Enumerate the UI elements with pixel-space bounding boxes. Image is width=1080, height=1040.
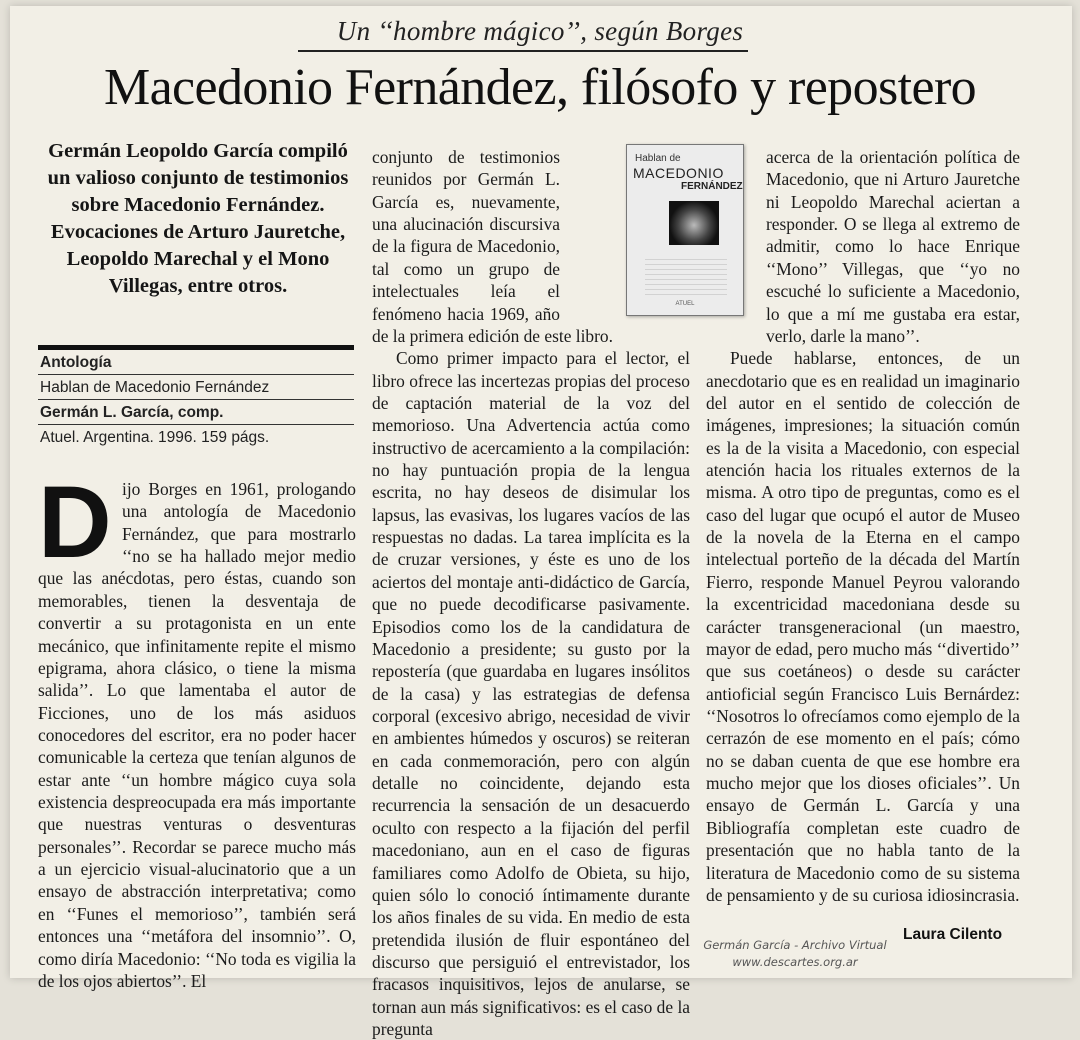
- column-2-paragraph-2: Como primer impacto para el lector, el libro ofrece las incertezas propias del proceso de captación material de la voz del memorioso. Una Advertencia actúa como instructivo de acercamiento a la compilación: no hay puntuación propia de la lengua escrita, no hay deseos de disimular los lapsus, las evasivas, los lugares vacíos de las respuestas no dadas. La tarea implícita es la de cruzar versiones, y éste es uno de los aciertos del montaje anti-didáctico de García, que no puede decodificarse pasivamente. Episodios como los de la candidatura de Macedonio a presidente; su gusto por la repostería (que guardaba en lugares insólitos de la casa) y las estrategias de defensa corporal (excesivo abrigo, necesidad de vivir en ambientes húmedos y oscuros) se reiteran en cada conmemoración, pero con algún detalle no coincidente, dejando esta recurrencia la sensación de un desacuerdo oculto con respecto a la fijación del perfil macedoniano, aun en el caso de figuras familiares como Adolfo de Obieta, su hijo, quien sólo lo conoció íntimamente durante los años finales de su vida. En medio de esta pretendida ilusión de fluir espontáneo del discurso que persiguió el entrevistador, los fracasos inquisitivos, lejos de anularse, se tornan aun más significativos: es el caso de la pregunta: [372, 348, 690, 1040]
- info-title: Hablan de Macedonio Fernández: [38, 375, 354, 400]
- book-info-box: [38, 345, 354, 450]
- headline: Macedonio Fernández, filósofo y repostero: [103, 59, 977, 116]
- column-2-paragraph-1: conjunto de testimonios reunidos por Germán L. García es, nuevamente, una alucinación discursiva de la figura de Macedonio, tal como un grupo de intelectuales leía el fenómeno hacia 1969, año de la primera edición de este libro.: [372, 147, 613, 346]
- kicker-underline: [298, 50, 748, 52]
- column-3-paragraph-1: acerca de la orientación política de Macedonio, que ni Arturo Jauretche ni Leopoldo Marechal aciertan a responder. O se llega al extremo de admitir, como lo hace Enrique ‘‘Mono’’ Villegas, que ‘‘yo no escuché lo suficiente a Macedonio, lo que a mí me gustaba era estar, verlo, darle la mano’’.: [766, 147, 1020, 346]
- book-cover-image: [626, 144, 744, 316]
- column-1-paragraph: ijo Borges en 1961, prologando una antología de Macedonio Fernández, que para mostrarlo ‘‘no se ha hallado mejor medio que las anécdotas, pero éstas, cuando son memorables, tienen la desventaja de convertir a su protagonista en un ente mecánico, que infinitamente repite el mismo epigrama, ahora clásico, o tiene la misma salida’’. Lo que lamentaba el autor de Ficciones, uno de los más asiduos conocedores del escritor, era no poder hacer comunicable la certeza que tenían algunos de estar ante ‘‘un hombre mágico cuya sola existencia despreocupada era más importante que nuestras venturas o desventuras personales’’. Recordar se parece mucho más a un ejercicio visual-alucinatorio que a un ensayo de abstracción interpretativa; como en ‘‘Funes el memorioso’’, también será entonces una ‘‘metáfora del insomnio’’. O, como diría Macedonio: ‘‘No toda es vigilia la de los ojos abiertos’’. El: [38, 479, 356, 991]
- author-portrait: [669, 201, 719, 245]
- article-column-1: [38, 465, 356, 992]
- archive-watermark: [690, 937, 900, 972]
- info-publication: Atuel. Argentina. 1996. 159 págs.: [40, 429, 270, 446]
- book-cover-publisher: ATUEL: [675, 301, 695, 307]
- book-cover-line-3: FERNÁNDEZ: [681, 181, 743, 192]
- kicker: Un ‘‘hombre mágico’’, según Borges: [336, 16, 744, 46]
- cover-text-lines: [645, 255, 727, 295]
- book-cover-line-1: Hablan de: [635, 153, 681, 164]
- author-signature: Laura Cilento: [903, 926, 1003, 943]
- drop-cap: D: [38, 465, 112, 579]
- article-column-3: [706, 146, 1020, 906]
- watermark-line-2: www.descartes.org.ar: [732, 955, 858, 970]
- lede: Germán Leopoldo García compiló un valioso conjunto de testimonios sobre Macedonio Fernández. Evocaciones de Arturo Jauretche, Leopoldo Marechal y el Mono Villegas, entre otros.: [47, 140, 349, 298]
- info-author: Germán L. García, comp.: [38, 400, 354, 425]
- info-section: Antología: [38, 350, 354, 375]
- column-3-paragraph-2: Puede hablarse, entonces, de un anecdotario que es en realidad un imaginario del autor en el sentido de colección de imágenes, impresiones; la situación común es la de la visita a Macedonio, con especial atención hacia los rituales externos de la misma. A otro tipo de preguntas, como es el caso del lugar que ocupó el autor de Museo de la novela de la Eterna en el campo intelectual porteño de la década del Martín Fierro, responde Manuel Peyrou valorando la excentricidad macedoniana desde su carácter transgeneracional (un maestro, mayor de edad, pero mucho más ‘‘divertido’’ que sus coetáneos) o desde su carácter antioficial según Francisco Luis Bernárdez: ‘‘Nosotros lo ofrecíamos como ejemplo de la cerrazón de ese momento en el país; cómo no se daban cuenta de que ese hombre era mucho mejor que los dioses oficiales’’. Un ensayo de Germán L. García y una Bibliografía completan este cuadro de presentación que no habla tanto de la literatura de Macedonio como de su sistema de pensamiento y de su curiosa idiosincrasia.: [706, 348, 1020, 905]
- book-cover-line-2: MACEDONIO: [633, 165, 724, 181]
- watermark-line-1: Germán García - Archivo Virtual: [703, 938, 887, 952]
